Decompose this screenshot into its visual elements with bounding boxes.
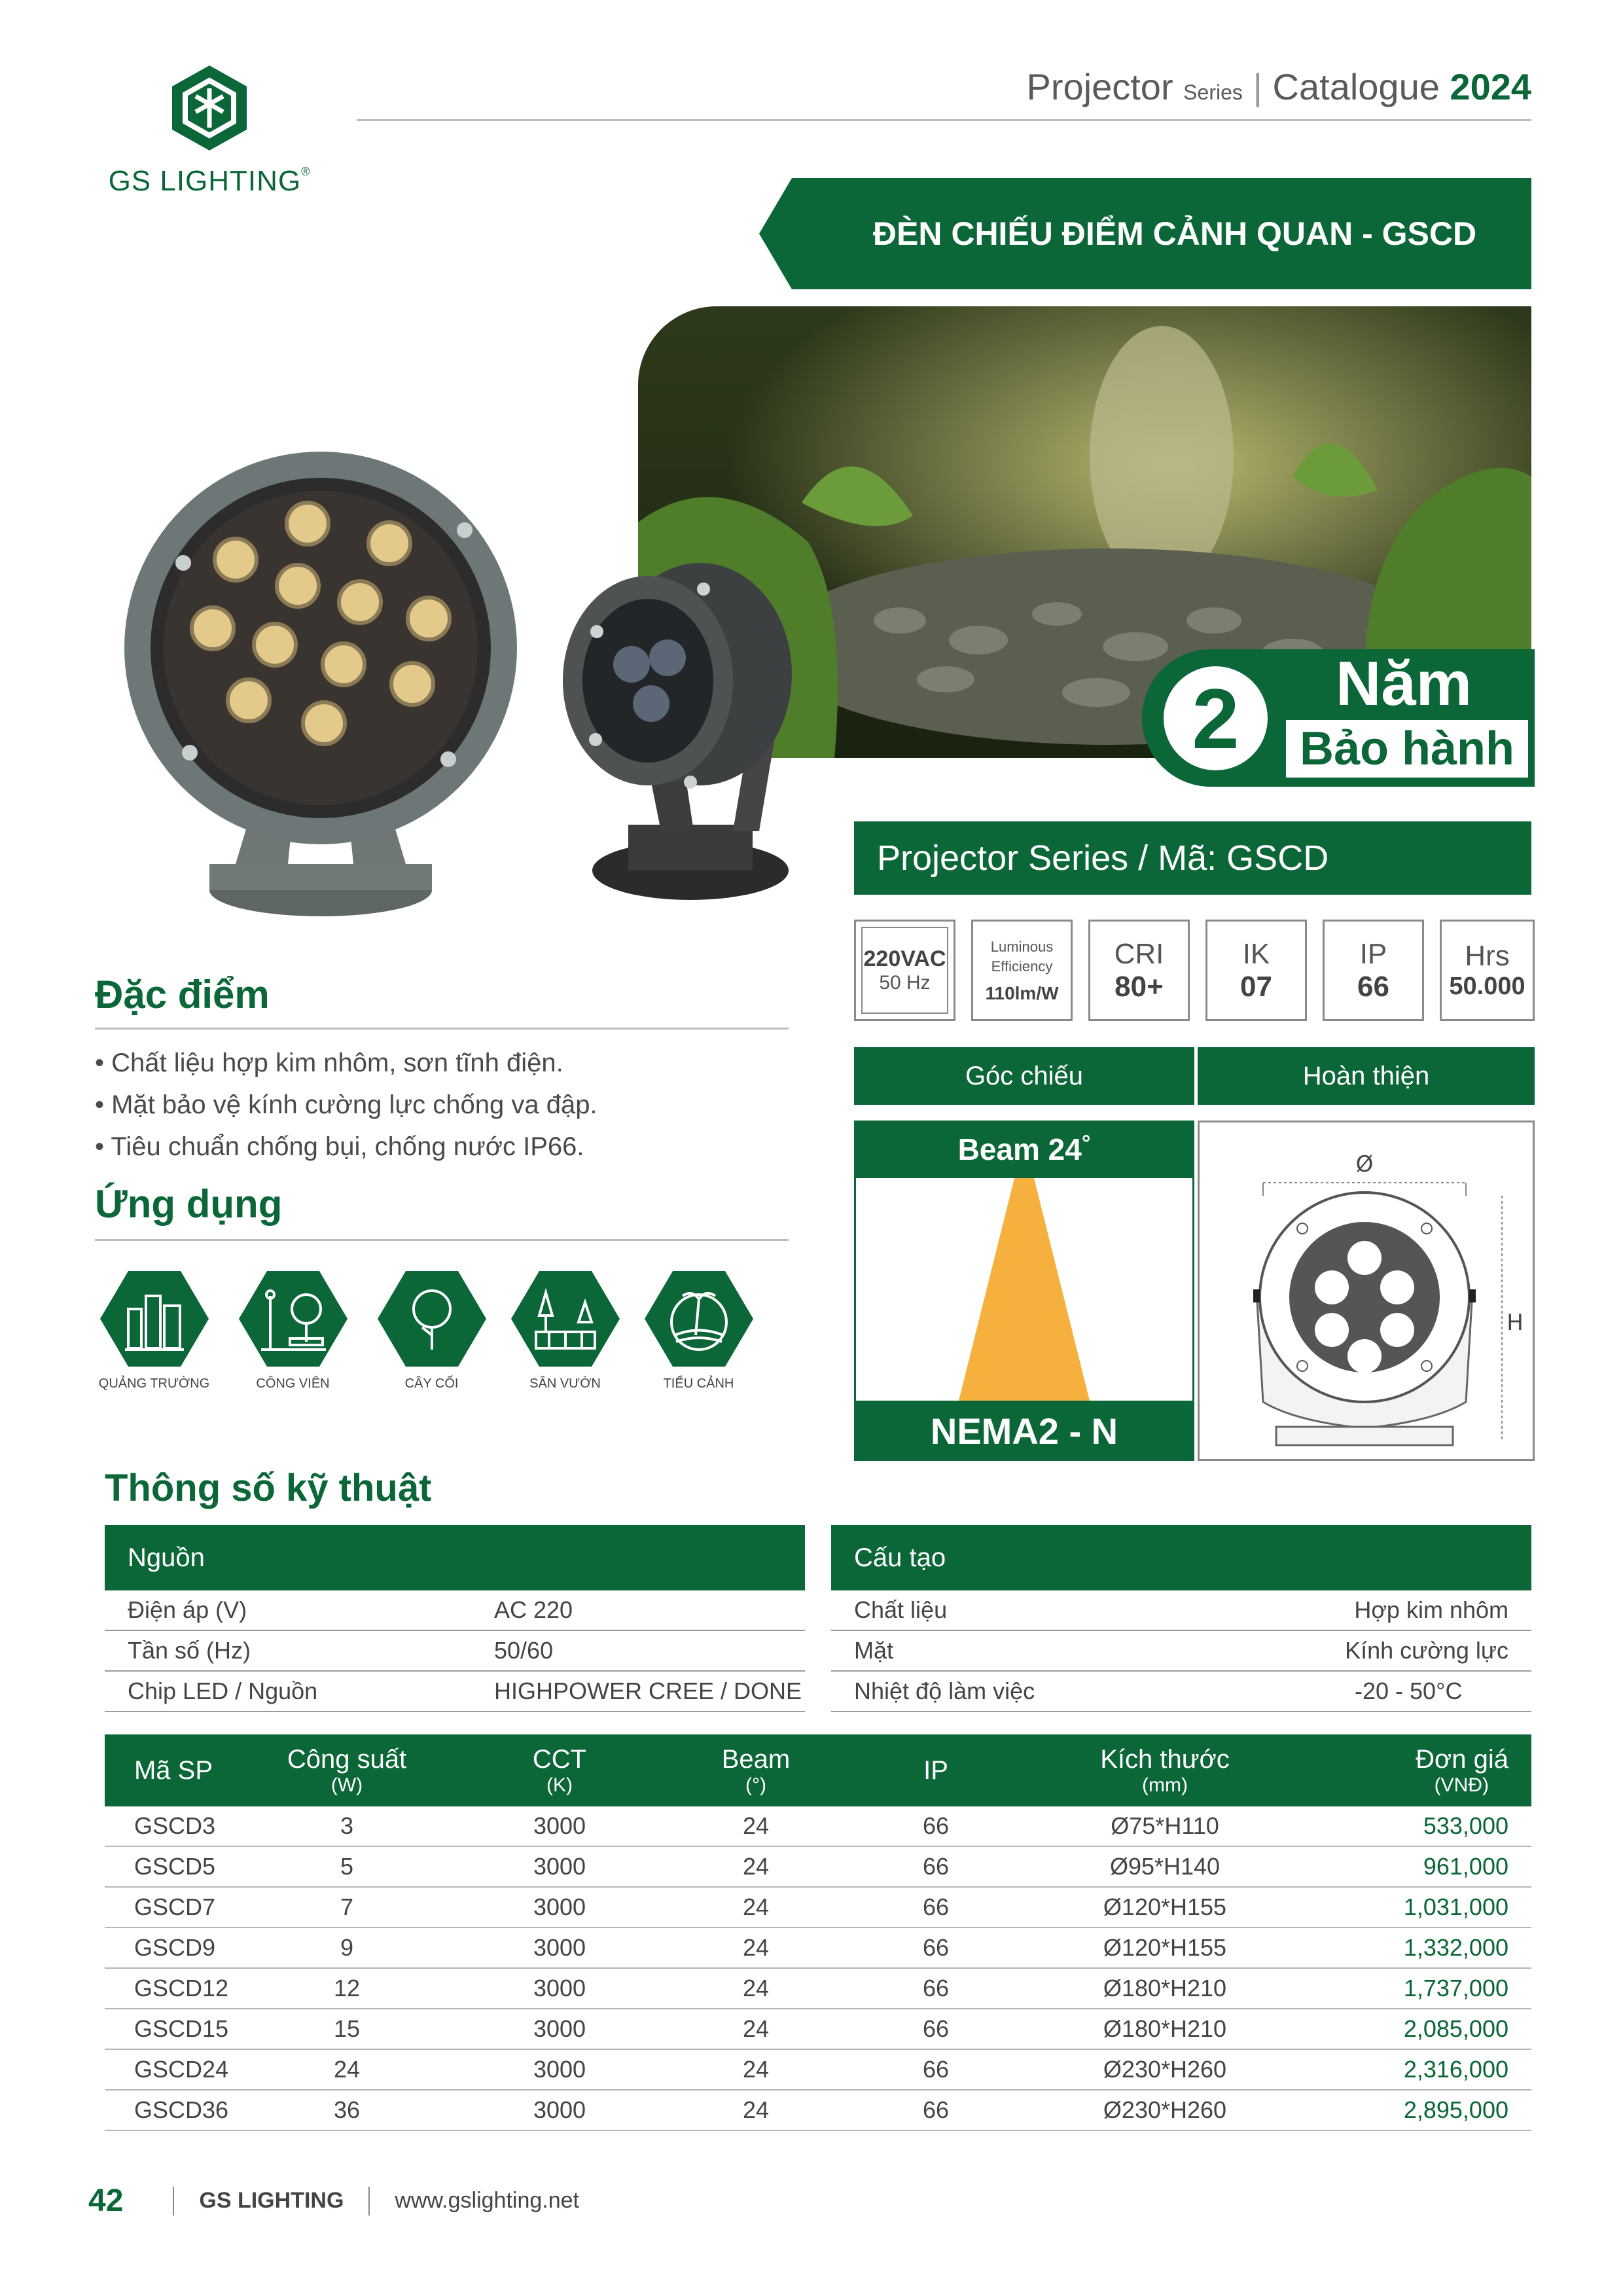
price-row [105, 1847, 1531, 1888]
hexagon-logo-icon [167, 62, 252, 154]
applications-rule [95, 1239, 789, 1241]
diameter-symbol: Ø [1355, 1151, 1374, 1177]
product-title: ĐÈN CHIẾU ĐIỂM CẢNH QUAN - GSCD [872, 215, 1477, 252]
cell-power: 9 [340, 1934, 354, 1961]
cell-beam: 24 [742, 2015, 770, 2042]
catalogue-header: Projector Series | Catalogue 2024 [1026, 66, 1531, 107]
application-tree [374, 1270, 489, 1391]
price-table-body [105, 1806, 1531, 2131]
application-garden [508, 1270, 622, 1391]
garden-icon [510, 1270, 621, 1368]
cell-model: GSCD3 [134, 1812, 216, 1839]
spec-efficiency-value: 110lm/W [985, 982, 1059, 1003]
power-row-value: AC 220 [494, 1596, 573, 1623]
cell-price: 533,000 [1423, 1812, 1508, 1839]
cell-price: 1,332,000 [1403, 1934, 1508, 1961]
structure-row-key: Mặt [854, 1637, 894, 1664]
cell-beam: 24 [742, 1975, 770, 2001]
dimension-drawing [1198, 1121, 1535, 1461]
header-rule [357, 119, 1531, 121]
cell-ip: 66 [922, 1853, 950, 1880]
cell-power: 36 [333, 2096, 361, 2123]
cell-cct: 3000 [533, 1812, 586, 1839]
spec-voltage [854, 920, 955, 1021]
cell-size: Ø230*H260 [1103, 2096, 1227, 2123]
col-header-cct: CCT (K) [532, 1744, 587, 1796]
structure-row-key: Chất liệu [854, 1596, 948, 1623]
cell-price: 2,895,000 [1403, 2096, 1508, 2123]
tree-icon [376, 1270, 488, 1368]
cell-size: Ø75*H110 [1111, 1812, 1219, 1839]
power-row-key: Điện áp (V) [128, 1596, 247, 1623]
beam-cone-graphic [854, 1178, 1194, 1401]
footer-divider [368, 2187, 370, 2215]
power-row [105, 1672, 805, 1712]
cell-power: 15 [333, 2015, 361, 2042]
col-header-model: Mã SP [134, 1755, 213, 1785]
beam-header: Góc chiếu [854, 1047, 1194, 1105]
cell-ip: 66 [922, 2015, 950, 2042]
structure-header: Cấu tạo [831, 1525, 1531, 1590]
footer-divider [173, 2187, 174, 2215]
cell-model: GSCD5 [134, 1853, 216, 1880]
power-row [105, 1631, 805, 1672]
col-header-beam: Beam (°) [721, 1744, 791, 1796]
cell-model: GSCD9 [134, 1934, 216, 1961]
features-rule [95, 1028, 789, 1030]
cell-ip: 66 [922, 2096, 950, 2123]
nema-rating: NEMA2 - N [854, 1401, 1194, 1461]
power-row [105, 1590, 805, 1631]
cell-beam: 24 [742, 1853, 770, 1880]
application-label: CÂY CỐI [404, 1376, 459, 1391]
warranty-years: 2 [1158, 661, 1273, 776]
cell-price: 961,000 [1423, 1853, 1508, 1880]
beam-angle-label: Beam 24 [957, 1132, 1082, 1166]
col-header-ip: IP [923, 1755, 948, 1785]
application-park [236, 1270, 350, 1391]
cell-power: 5 [340, 1853, 354, 1880]
page-number: 42 [88, 2183, 124, 2218]
cell-price: 2,085,000 [1403, 2015, 1508, 2042]
col-header-power: Công suất (W) [287, 1744, 407, 1796]
spec-ik-label: IK [1242, 937, 1270, 970]
cell-power: 24 [333, 2056, 361, 2083]
cell-beam: 24 [742, 1812, 770, 1839]
price-row [105, 1928, 1531, 1969]
spec-inner-frame [861, 927, 948, 1014]
price-row [105, 1888, 1531, 1928]
feature-item: • Mặt bảo vệ kính cường lực chống va đập. [95, 1084, 597, 1126]
structure-row [831, 1672, 1531, 1712]
footer-website[interactable]: www.gslighting.net [395, 2188, 579, 2213]
price-table [105, 1734, 1531, 2131]
cell-ip: 66 [922, 1893, 950, 1920]
series-code-bar: Projector Series / Mã: GSCD [854, 821, 1531, 895]
cell-size: Ø95*H140 [1109, 1853, 1221, 1880]
warranty-label: Bảo hành [1286, 720, 1528, 778]
cell-model: GSCD36 [134, 2096, 229, 2123]
beam-degree: ° [1081, 1130, 1091, 1156]
spec-efficiency-label: Luminous Efficiency [990, 938, 1054, 975]
cell-cct: 3000 [533, 2096, 586, 2123]
features-heading: Đặc điểm [95, 973, 270, 1016]
spec-efficiency [971, 920, 1073, 1021]
application-label: SÂN VƯỜN [529, 1376, 601, 1391]
large-spotlight-image [92, 367, 550, 916]
spec-cri-value: 80+ [1115, 970, 1164, 1003]
cell-model: GSCD15 [134, 2015, 229, 2042]
landscape-icon [643, 1270, 755, 1368]
structure-row [831, 1590, 1531, 1631]
structure-row-value: Hợp kim nhôm [1354, 1596, 1508, 1623]
application-label: TIỂU CẢNH [663, 1376, 734, 1391]
warranty-unit: Năm [1335, 649, 1472, 719]
structure-row [831, 1631, 1531, 1672]
spec-ik [1205, 920, 1307, 1021]
structure-row-value: Kính cường lực [1345, 1637, 1508, 1664]
col-header-size: Kích thước (mm) [1100, 1744, 1230, 1796]
power-table [105, 1590, 805, 1712]
feature-item: • Tiêu chuẩn chống bụi, chống nước IP66. [95, 1126, 597, 1168]
cell-power: 3 [340, 1812, 354, 1839]
cell-ip: 66 [922, 1975, 950, 2001]
cell-size: Ø180*H210 [1103, 1975, 1227, 2001]
features-list [95, 1042, 597, 1168]
structure-table [831, 1590, 1531, 1712]
spec-ip-value: 66 [1357, 970, 1389, 1003]
cell-ip: 66 [922, 2056, 950, 2083]
cell-ip: 66 [922, 1934, 950, 1961]
cell-ip: 66 [922, 1812, 950, 1839]
cell-cct: 3000 [533, 1975, 586, 2001]
spec-cri-label: CRI [1114, 937, 1164, 970]
cell-size: Ø120*H155 [1103, 1934, 1227, 1961]
height-symbol: H [1507, 1310, 1524, 1336]
cell-size: Ø180*H210 [1103, 2015, 1227, 2042]
spec-ip-label: IP [1359, 937, 1387, 970]
cell-cct: 3000 [533, 1893, 586, 1920]
applications-heading: Ứng dụng [95, 1182, 283, 1226]
cell-size: Ø120*H155 [1103, 1893, 1227, 1920]
power-row-key: Chip LED / Nguồn [128, 1677, 318, 1704]
finish-header: Hoàn thiện [1198, 1047, 1535, 1105]
spec-hrs-value: 50.000 [1449, 973, 1525, 1000]
spec-lifetime [1440, 920, 1535, 1021]
cell-cct: 3000 [533, 2056, 586, 2083]
feature-item: • Chất liệu hợp kim nhôm, sơn tĩnh điện. [95, 1042, 597, 1084]
cell-price: 1,031,000 [1403, 1893, 1508, 1920]
tech-heading: Thông số kỹ thuật [105, 1467, 432, 1509]
structure-row-value: -20 - 50°C [1355, 1677, 1463, 1704]
power-header: Nguồn [105, 1525, 805, 1590]
cell-size: Ø230*H260 [1103, 2056, 1227, 2083]
application-landscape [641, 1270, 756, 1391]
spec-ip [1323, 920, 1424, 1021]
park-icon [238, 1270, 349, 1368]
brand-logo [105, 62, 314, 213]
spec-cri [1088, 920, 1190, 1021]
cell-cct: 3000 [533, 2015, 586, 2042]
footer-brand: GS LIGHTING [199, 2188, 344, 2213]
cell-power: 12 [333, 1975, 361, 2001]
col-header-price: Đơn giá (VNĐ) [1416, 1744, 1508, 1796]
spec-ik-value: 07 [1240, 970, 1272, 1003]
cell-beam: 24 [742, 2096, 770, 2123]
cell-cct: 3000 [533, 1853, 586, 1880]
beam-angle [854, 1121, 1194, 1178]
small-spotlight-image [537, 517, 818, 910]
structure-row-key: Nhiệt độ làm việc [854, 1677, 1035, 1704]
power-row-key: Tần số (Hz) [128, 1637, 251, 1664]
brand-name: GS LIGHTING® [108, 165, 311, 197]
price-row [105, 1806, 1531, 1847]
cell-model: GSCD24 [134, 2056, 229, 2083]
power-row-value: HIGHPOWER CREE / DONE [494, 1677, 802, 1704]
spec-frequency-value: 50 Hz [879, 972, 931, 994]
application-city-square [97, 1270, 211, 1391]
page-footer [88, 2183, 579, 2219]
price-row [105, 2009, 1531, 2050]
power-row-value: 50/60 [494, 1637, 554, 1664]
price-row [105, 2090, 1531, 2131]
price-row [105, 2050, 1531, 2090]
spec-voltage-value: 220VAC [863, 946, 946, 971]
cell-price: 2,316,000 [1403, 2056, 1508, 2083]
application-label: QUẢNG TRƯỜNG [98, 1376, 210, 1391]
city-square-icon [99, 1270, 210, 1368]
spec-hrs-label: Hrs [1465, 940, 1510, 972]
cell-power: 7 [340, 1893, 354, 1920]
cell-cct: 3000 [533, 1934, 586, 1961]
cell-beam: 24 [742, 1893, 770, 1920]
cell-model: GSCD12 [134, 1975, 229, 2001]
price-row [105, 1969, 1531, 2009]
cell-price: 1,737,000 [1403, 1975, 1508, 2001]
cell-beam: 24 [742, 1934, 770, 1961]
cell-model: GSCD7 [134, 1893, 216, 1920]
cell-beam: 24 [742, 2056, 770, 2083]
application-label: CÔNG VIÊN [256, 1376, 330, 1391]
price-table-header [105, 1734, 1531, 1806]
